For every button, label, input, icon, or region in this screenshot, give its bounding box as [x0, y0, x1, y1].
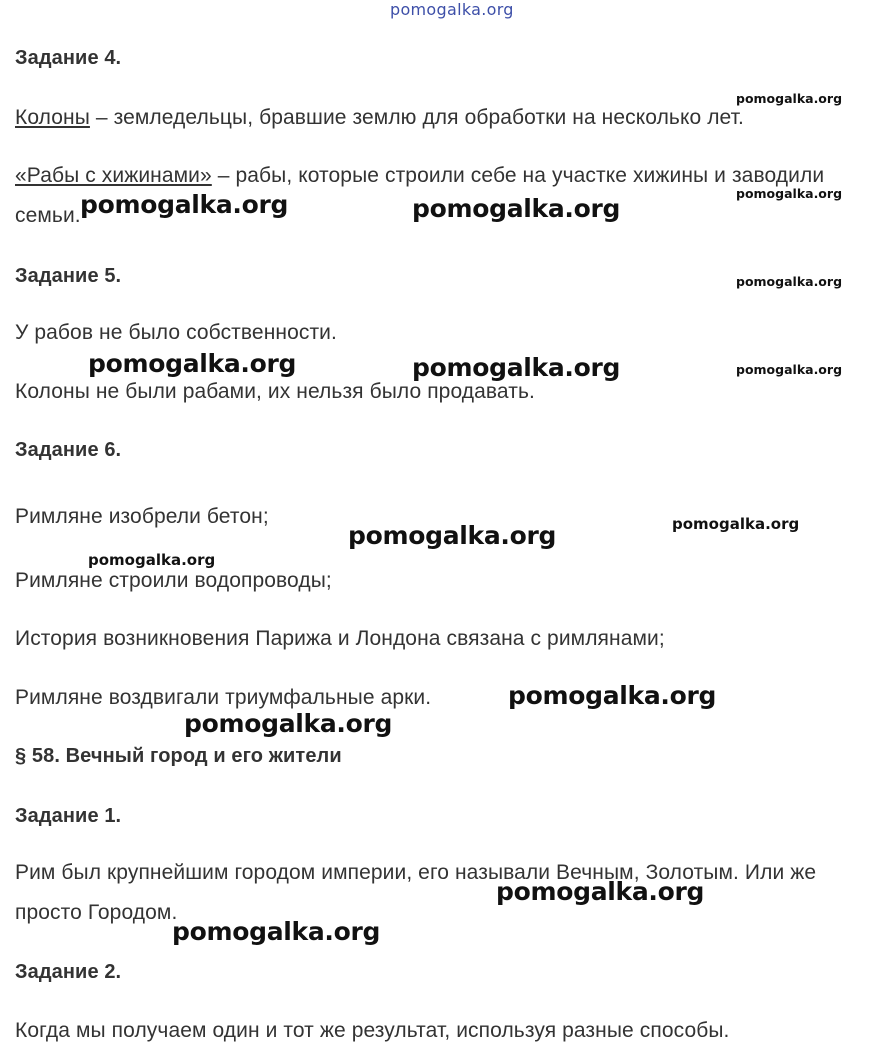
watermark: pomogalka.org: [412, 353, 621, 382]
task4-heading: Задание 4.: [15, 47, 122, 69]
task4-slaves-line-cont: семьи.: [15, 204, 81, 227]
watermark: pomogalka.org: [736, 186, 843, 201]
watermark: pomogalka.org: [736, 274, 843, 289]
watermark: pomogalka.org: [736, 91, 843, 106]
task4-colons-line: [15, 105, 744, 131]
watermark: pomogalka.org: [172, 917, 381, 946]
task5-line2: Колоны не были рабами, их нельзя было продавать.: [15, 380, 535, 403]
task2-heading: Задание 2.: [15, 961, 122, 983]
task5-heading: Задание 5.: [15, 265, 122, 287]
task5-line1: У рабов не было собственности.: [15, 321, 337, 344]
task6-line1: Римляне изобрели бетон;: [15, 505, 269, 528]
task6-heading: Задание 6.: [15, 439, 122, 461]
task1-line2: просто Городом.: [15, 901, 178, 924]
watermark: pomogalka.org: [88, 551, 216, 569]
task1-heading: Задание 1.: [15, 805, 122, 827]
task6-line2: Римляне строили водопроводы;: [15, 569, 332, 592]
slaves-definition: – рабы, которые строили себе на участке хижины и заводили: [211, 164, 825, 187]
watermark: pomogalka.org: [508, 681, 717, 710]
task4-slaves-line: [15, 163, 824, 189]
paragraph-58-title: § 58. Вечный город и его жители: [15, 745, 342, 767]
task2-line1: Когда мы получаем один и тот же результат, используя разные способы.: [15, 1019, 730, 1042]
watermark-top: pomogalka.org: [390, 0, 514, 19]
task6-line4: Римляне воздвигали триумфальные арки.: [15, 686, 432, 709]
watermark: pomogalka.org: [88, 349, 297, 378]
watermark: pomogalka.org: [348, 521, 557, 550]
watermark: pomogalka.org: [80, 190, 289, 219]
colons-definition: – земледельцы, бравшие землю для обработки на несколько лет.: [89, 106, 744, 129]
term-slaves-with-huts: «Рабы с хижинами»: [15, 164, 212, 187]
watermark: pomogalka.org: [736, 362, 843, 377]
watermark: pomogalka.org: [672, 515, 800, 533]
watermark: pomogalka.org: [412, 194, 621, 223]
task6-line3: История возникновения Парижа и Лондона связана с римлянами;: [15, 627, 665, 650]
watermark: pomogalka.org: [496, 877, 705, 906]
term-colons: Колоны: [15, 106, 90, 129]
watermark: pomogalka.org: [184, 709, 393, 738]
task1-line1: Рим был крупнейшим городом империи, его называли Вечным, Золотым. Или же: [15, 861, 817, 884]
